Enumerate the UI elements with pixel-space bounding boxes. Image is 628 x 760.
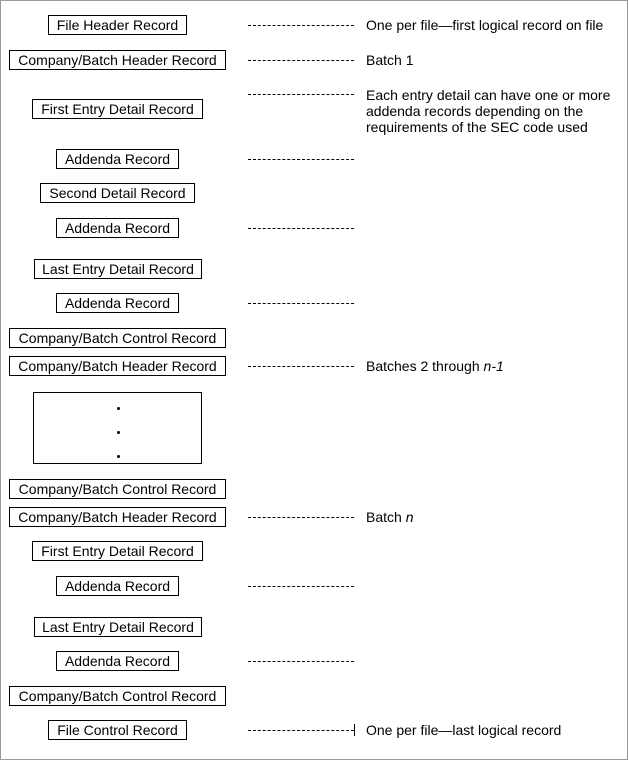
batch1-addenda-record: Addenda Record bbox=[56, 149, 179, 169]
batch1-addenda-record: Addenda Record bbox=[56, 293, 179, 313]
batches-middle-note-prefix: Batches 2 through bbox=[366, 358, 484, 374]
addenda-note-line: addenda records depending on the bbox=[366, 103, 584, 119]
batchn-control-record: Company/Batch Control Record bbox=[9, 686, 226, 706]
batchn-last-entry-record: Last Entry Detail Record bbox=[34, 617, 202, 637]
batch1-note: Batch 1 bbox=[366, 52, 414, 68]
batch2-control-record: Company/Batch Control Record bbox=[9, 479, 226, 499]
connector-dashes bbox=[248, 586, 354, 587]
connector-dashes bbox=[248, 228, 354, 229]
connector-dashes bbox=[248, 517, 354, 518]
connector-dashes bbox=[248, 366, 354, 367]
batches-middle-note-variable: n-1 bbox=[483, 358, 504, 374]
batchn-addenda-record: Addenda Record bbox=[56, 651, 179, 671]
batch1-second-entry-record: Second Detail Record bbox=[40, 183, 195, 203]
batch1-control-record: Company/Batch Control Record bbox=[9, 328, 226, 348]
batchn-addenda-record: Addenda Record bbox=[56, 576, 179, 596]
connector-dashes bbox=[248, 661, 354, 662]
omitted-records-box bbox=[33, 392, 202, 464]
batch1-last-entry-record: Last Entry Detail Record bbox=[34, 259, 202, 279]
file-header-record: File Header Record bbox=[48, 15, 187, 35]
batchn-header-record: Company/Batch Header Record bbox=[9, 507, 226, 527]
ellipsis-dot bbox=[117, 455, 120, 458]
addenda-note-line: Each entry detail can have one or more bbox=[366, 87, 611, 103]
batch-n-note bbox=[366, 509, 414, 525]
batch1-header-record: Company/Batch Header Record bbox=[9, 50, 226, 70]
connector-dashes bbox=[248, 25, 354, 26]
connector-dashes bbox=[248, 60, 354, 61]
file-header-note: One per file—first logical record on file bbox=[366, 17, 604, 33]
batch-n-note-variable: n bbox=[405, 509, 414, 525]
addenda-note-line: requirements of the SEC code used bbox=[366, 119, 588, 135]
connector-dashes bbox=[248, 730, 354, 731]
batch1-first-entry-record: First Entry Detail Record bbox=[32, 99, 203, 119]
batch-n-note-prefix: Batch bbox=[366, 509, 406, 525]
connector-dashes bbox=[248, 94, 354, 95]
file-control-record: File Control Record bbox=[48, 720, 187, 740]
batches-middle-note bbox=[366, 358, 504, 374]
ellipsis-dot bbox=[117, 407, 120, 410]
connector-end-cap bbox=[354, 724, 355, 736]
connector-dashes bbox=[248, 303, 354, 304]
ellipsis-dot bbox=[117, 431, 120, 434]
batch1-addenda-record: Addenda Record bbox=[56, 218, 179, 238]
file-control-note: One per file—last logical record bbox=[366, 722, 562, 738]
batch2-header-record: Company/Batch Header Record bbox=[9, 356, 226, 376]
connector-dashes bbox=[248, 159, 354, 160]
addenda-note bbox=[366, 87, 610, 135]
batchn-first-entry-record: First Entry Detail Record bbox=[32, 541, 203, 561]
